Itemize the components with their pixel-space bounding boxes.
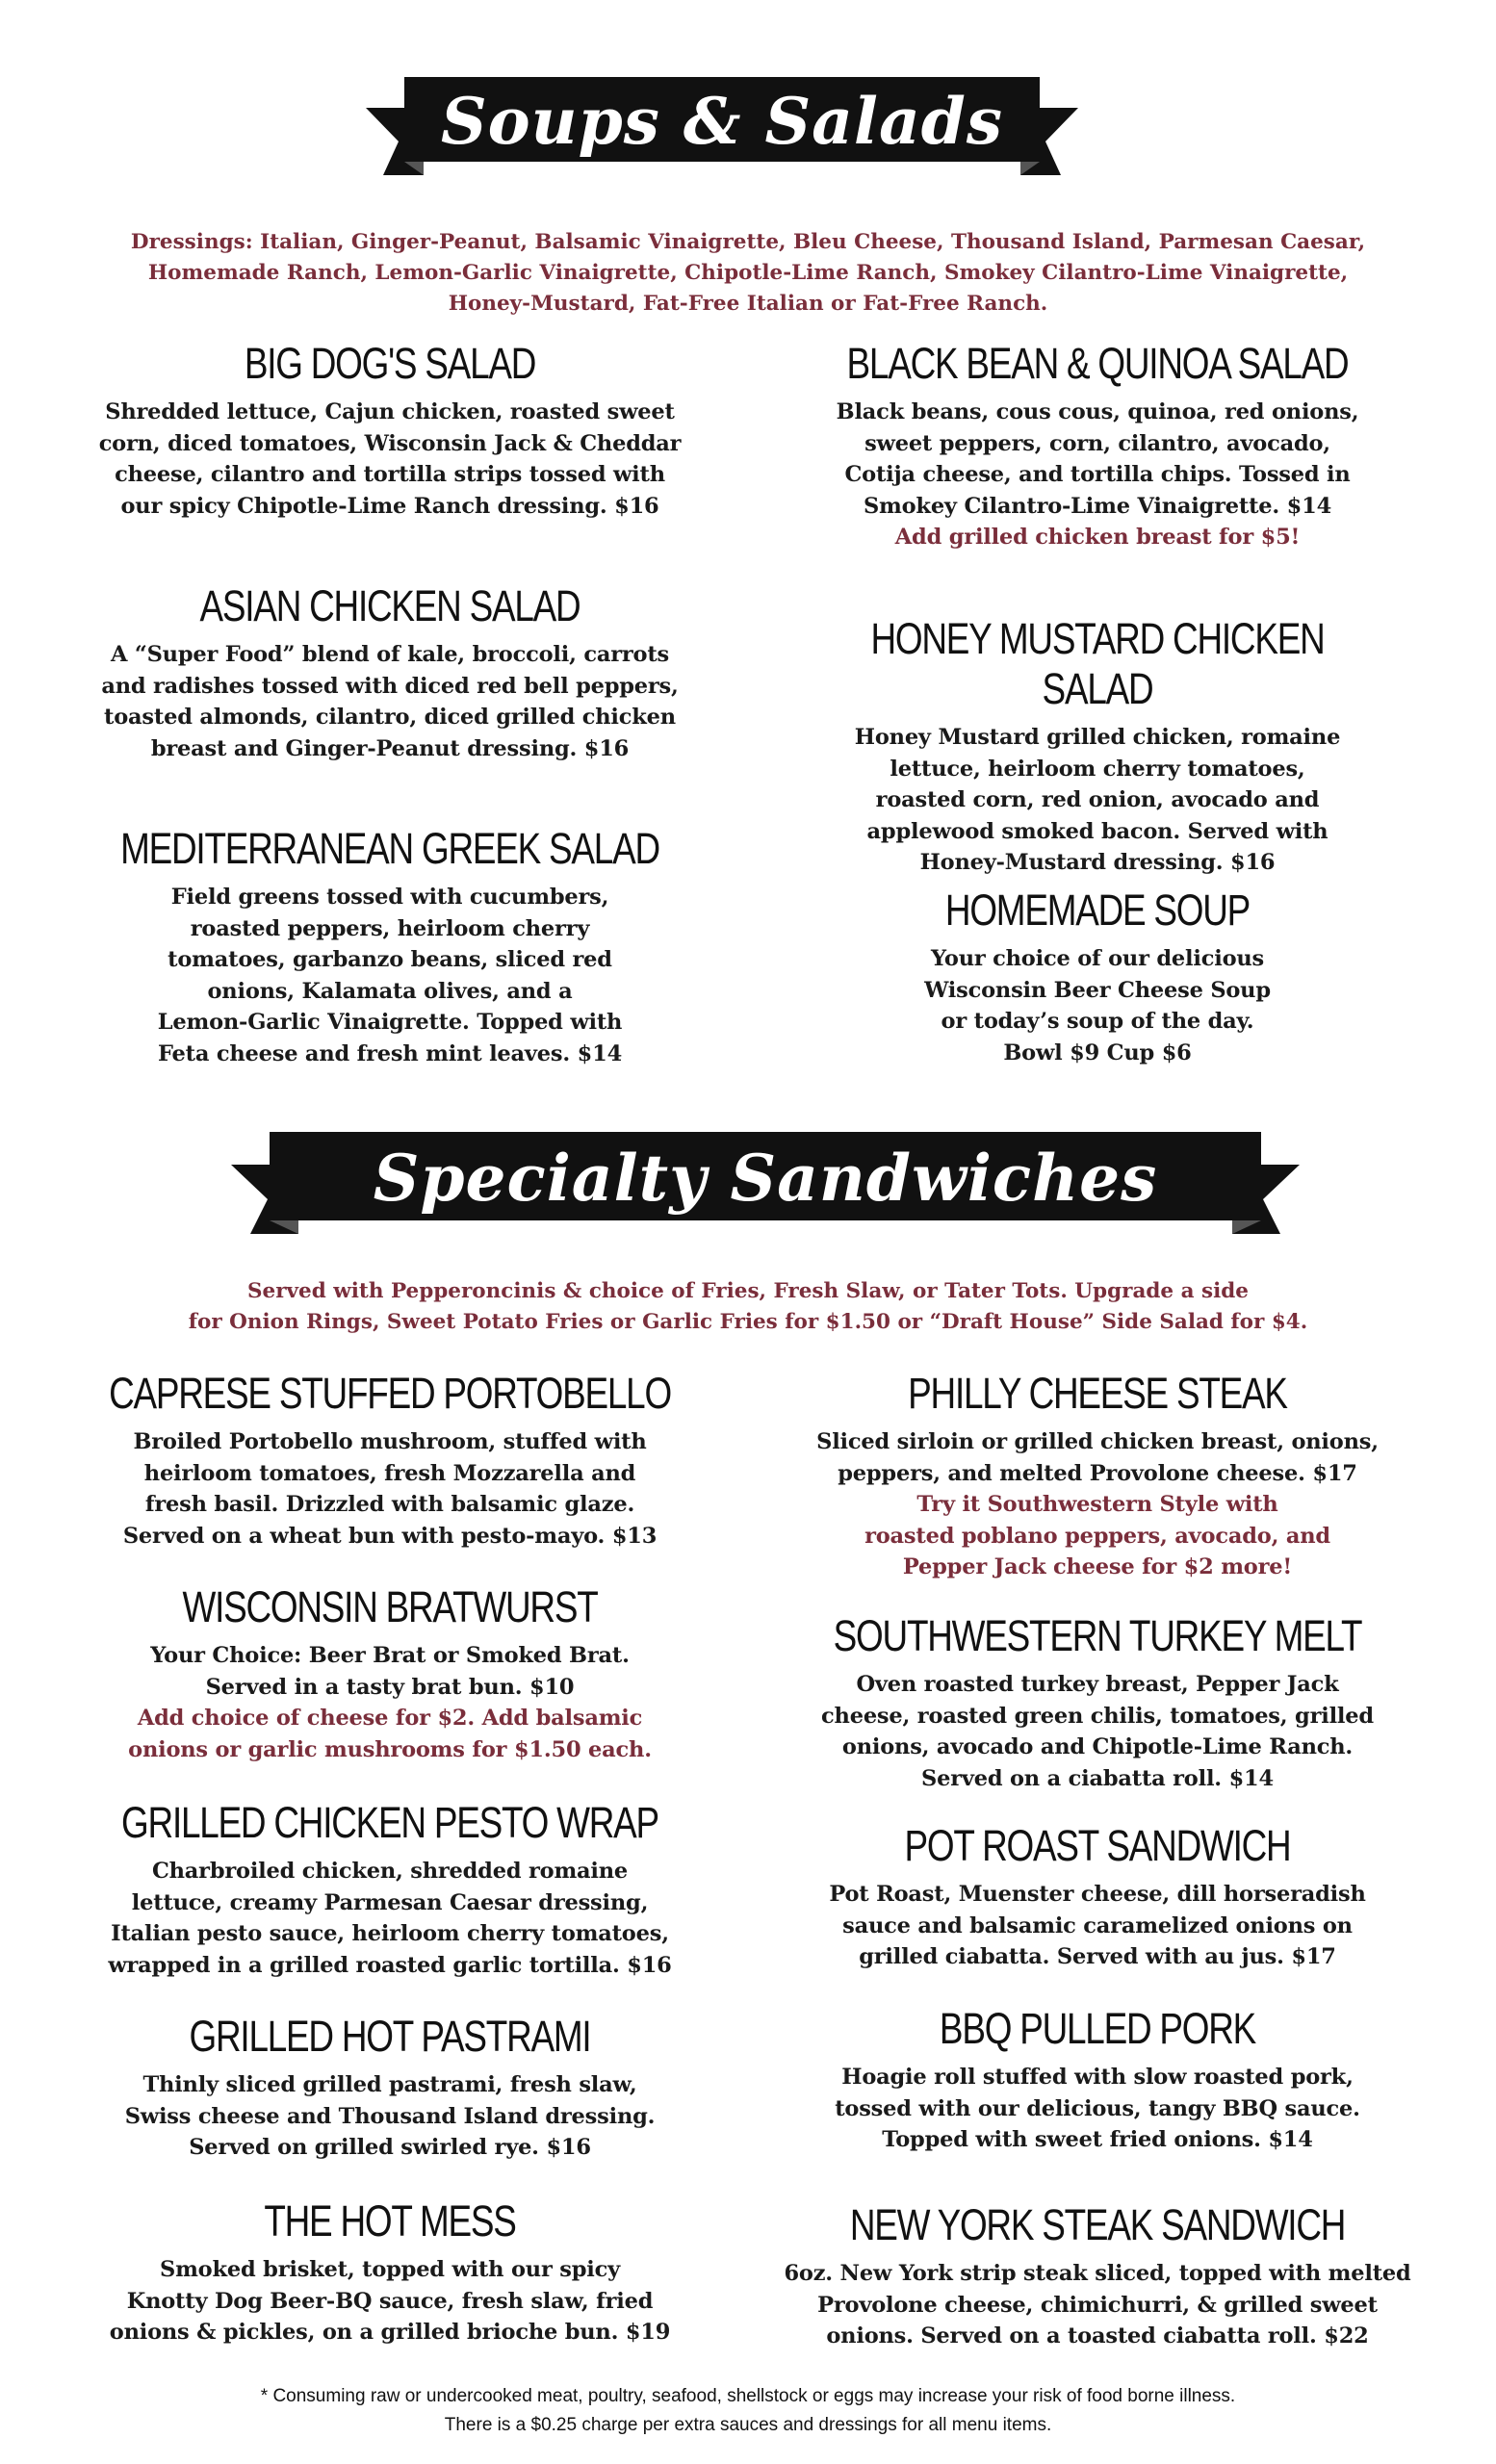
desc-line: onions & pickles, on a grilled brioche bun. $19: [109, 2320, 671, 2345]
desc-line: toasted almonds, cilantro, diced grilled chicken: [104, 705, 676, 730]
desc-line: Your Choice: Beer Brat or Smoked Brat.: [150, 1643, 630, 1668]
desc-line: Italian pesto sauce, heirloom cherry tomatoes,: [111, 1921, 669, 1946]
item-description: [751, 397, 1444, 553]
item-name: MEDITERRANEAN GREEK SALAD: [120, 824, 659, 873]
soups-salads-banner: [366, 69, 1078, 185]
sides-line: for Onion Rings, Sweet Potato Fries or Garlic Fries for $1.50 or “Draft House” Side Salad for $4.: [188, 1310, 1308, 1334]
desc-line: roasted corn, red onion, avocado and: [875, 787, 1320, 812]
menu-item: [751, 1369, 1444, 1583]
sides-line: Served with Pepperoncinis & choice of Fries, Fresh Slaw, or Tater Tots. Upgrade a side: [247, 1279, 1249, 1303]
menu-item: [751, 1611, 1444, 1794]
desc-line: Black beans, cous cous, quinoa, red onions,: [836, 399, 1359, 424]
item-description: [43, 2254, 736, 2348]
addon-line: Add grilled chicken breast for $5!: [894, 525, 1301, 550]
menu-item: [43, 1369, 736, 1552]
addon-line: Try it Southwestern Style with: [916, 1492, 1278, 1517]
item-description: [751, 2258, 1444, 2352]
item-name: GRILLED HOT PASTRAMI: [189, 2012, 591, 2061]
menu-item: [43, 1582, 736, 1765]
item-name: CAPRESE STUFFED PORTOBELLO: [109, 1369, 671, 1418]
item-name: GRILLED CHICKEN PESTO WRAP: [121, 1798, 658, 1847]
desc-line: Pot Roast, Muenster cheese, dill horseradish: [829, 1882, 1366, 1907]
desc-line: Hoagie roll stuffed with slow roasted pork,: [841, 2065, 1354, 2090]
desc-line: Thinly sliced grilled pastrami, fresh slaw,: [142, 2072, 637, 2097]
desc-line: sauce and balsamic caramelized onions on: [842, 1912, 1353, 1938]
desc-line: Honey-Mustard dressing. $16: [919, 850, 1276, 875]
desc-line: Wisconsin Beer Cheese Soup: [924, 977, 1271, 1003]
desc-line: Provolone cheese, chimichurri, & grilled sweet: [817, 2292, 1378, 2318]
desc-line: Served on grilled swirled rye. $16: [189, 2135, 591, 2160]
menu-item: [43, 581, 736, 764]
desc-line: heirloom tomatoes, fresh Mozzarella and: [143, 1460, 636, 1486]
item-description: [43, 639, 736, 764]
desc-line: grilled ciabatta. Served with au jus. $17: [859, 1944, 1336, 1969]
desc-line: our spicy Chipotle-Lime Ranch dressing. $16: [120, 493, 659, 519]
desc-line: A “Super Food” blend of kale, broccoli, carrots: [111, 642, 669, 667]
desc-line: tossed with our delicious, tangy BBQ sauce.: [835, 2095, 1360, 2121]
item-name: NEW YORK STEAK SANDWICH: [849, 2200, 1346, 2249]
desc-line: onions. Served on a toasted ciabatta roll. $22: [826, 2323, 1369, 2348]
menu-item: [751, 614, 1444, 879]
desc-line: Served on a wheat bun with pesto-mayo. $13: [122, 1523, 658, 1549]
item-name: BBQ PULLED PORK: [939, 2004, 1256, 2053]
desc-line: breast and Ginger-Peanut dressing. $16: [150, 735, 630, 761]
dressings-list: [0, 227, 1496, 320]
item-description: [751, 1879, 1444, 1973]
desc-line: Oven roasted turkey breast, Pepper Jack: [856, 1672, 1339, 1697]
addon-line: Add choice of cheese for $2. Add balsamic: [137, 1706, 643, 1731]
desc-line: Feta cheese and fresh mint leaves. $14: [157, 1040, 623, 1066]
item-name: PHILLY CHEESE STEAK: [908, 1369, 1287, 1418]
item-name: ASIAN CHICKEN SALAD: [199, 581, 580, 630]
desc-line: fresh basil. Drizzled with balsamic glaze.: [144, 1492, 635, 1517]
menu-item: [43, 1798, 736, 1981]
desc-line: applewood smoked bacon. Served with: [866, 818, 1328, 844]
desc-line: Served in a tasty brat bun. $10: [205, 1674, 575, 1700]
sides-info: [0, 1276, 1496, 1338]
menu-item: [43, 2012, 736, 2164]
menu-item: [751, 2200, 1444, 2352]
desc-line: sweet peppers, corn, cilantro, avocado,: [864, 430, 1330, 456]
desc-line: onions, avocado and Chipotle-Lime Ranch.: [841, 1734, 1354, 1759]
menu-item: [751, 339, 1444, 553]
desc-line: lettuce, heirloom cherry tomatoes,: [890, 756, 1305, 782]
menu-item: [751, 886, 1444, 1068]
desc-line: Sliced sirloin or grilled chicken breast, onions,: [816, 1429, 1379, 1454]
item-description: [751, 943, 1444, 1068]
item-description: [43, 397, 736, 522]
item-name: THE HOT MESS: [264, 2196, 516, 2246]
desc-line: lettuce, creamy Parmesan Caesar dressing,: [131, 1889, 649, 1915]
item-name: BLACK BEAN & QUINOA SALAD: [846, 339, 1349, 388]
item-description: [751, 2062, 1444, 2156]
item-description: [751, 1426, 1444, 1583]
desc-line: cheese, cilantro and tortilla strips tossed with: [115, 462, 665, 487]
desc-line: Honey Mustard grilled chicken, romaine: [854, 725, 1341, 750]
item-name: HOMEMADE SOUP: [944, 886, 1251, 935]
desc-line: Smoked brisket, topped with our spicy: [160, 2257, 620, 2282]
desc-line: Charbroiled chicken, shredded romaine: [151, 1859, 629, 1884]
desc-line: Swiss cheese and Thousand Island dressing.: [124, 2103, 656, 2129]
desc-line: 6oz. New York strip steak sliced, topped with melted: [784, 2261, 1411, 2286]
item-name: SOUTHWESTERN TURKEY MELT: [833, 1611, 1362, 1660]
menu-item: [43, 339, 736, 522]
desc-line: Lemon-Garlic Vinaigrette. Topped with: [157, 1010, 623, 1035]
desc-line: wrapped in a grilled roasted garlic tortilla. $16: [108, 1952, 672, 1978]
menu-item: [751, 2004, 1444, 2156]
item-description: [43, 2069, 736, 2164]
desc-line: cheese, roasted green chilis, tomatoes, grilled: [821, 1703, 1374, 1729]
item-description: [43, 882, 736, 1069]
addon-line: onions or garlic mushrooms for $1.50 each.: [128, 1736, 652, 1762]
item-name: POT ROAST SANDWICH: [904, 1821, 1291, 1870]
desc-line: Broiled Portobello mushroom, stuffed with: [133, 1429, 647, 1454]
menu-item: [43, 824, 736, 1069]
addon-line: Pepper Jack cheese for $2 more!: [902, 1554, 1293, 1579]
item-name: WISCONSIN BRATWURST: [182, 1582, 598, 1631]
desc-line: Bowl $9 Cup $6: [1003, 1040, 1192, 1065]
section-heading: Specialty Sandwiches: [373, 1141, 1158, 1216]
item-name: BIG DOG'S SALAD: [244, 339, 536, 388]
desc-line: Shredded lettuce, Cajun chicken, roasted sweet: [105, 399, 675, 424]
desc-line: Served on a ciabatta roll. $14: [921, 1765, 1274, 1791]
desc-line: Smokey Cilantro-Lime Vinaigrette. $14: [863, 493, 1332, 519]
desc-line: and radishes tossed with diced red bell peppers,: [101, 673, 679, 699]
desc-line: onions, Kalamata olives, and a: [207, 978, 573, 1004]
food-safety-disclaimer: * Consuming raw or undercooked meat, poultry, seafood, shellstock or eggs may increase your risk of food borne illness.: [260, 2386, 1236, 2406]
item-description: [751, 1669, 1444, 1794]
item-description: [43, 1856, 736, 1981]
desc-line: Your choice of our delicious: [930, 946, 1265, 971]
dressings-line: Dressings: Italian, Ginger-Peanut, Balsamic Vinaigrette, Bleu Cheese, Thousand Island, Parmesan Caesar,: [130, 230, 1366, 254]
desc-line: roasted peppers, heirloom cherry: [190, 915, 590, 941]
desc-line: Knotty Dog Beer-BQ sauce, fresh slaw, fried: [126, 2288, 654, 2314]
menu-item: [43, 2196, 736, 2348]
section-heading: Soups & Salads: [440, 84, 1004, 159]
addon-line: roasted poblano peppers, avocado, and: [864, 1523, 1330, 1549]
desc-line: Field greens tossed with cucumbers,: [170, 885, 609, 910]
extra-sauce-notice: There is a $0.25 charge per extra sauces and dressings for all menu items.: [444, 2415, 1052, 2435]
desc-line: Cotija cheese, and tortilla chips. Tossed in: [844, 462, 1351, 487]
desc-line: Topped with sweet fried onions. $14: [882, 2127, 1313, 2152]
desc-line: corn, diced tomatoes, Wisconsin Jack & Cheddar: [98, 430, 682, 456]
desc-line: or today’s soup of the day.: [941, 1009, 1254, 1034]
item-description: [751, 722, 1444, 879]
menu-item: [751, 1821, 1444, 1973]
dressings-line: Honey-Mustard, Fat-Free Italian or Fat-Free Ranch.: [448, 292, 1048, 316]
dressings-line: Homemade Ranch, Lemon-Garlic Vinaigrette, Chipotle-Lime Ranch, Smokey Cilantro-Lime Vinaigrette,: [147, 261, 1349, 285]
item-name: HONEY MUSTARD CHICKEN SALAD: [870, 614, 1325, 713]
item-description: [43, 1426, 736, 1552]
item-description: [43, 1640, 736, 1765]
sandwiches-banner: [231, 1126, 1300, 1242]
desc-line: tomatoes, garbanzo beans, sliced red: [168, 947, 612, 972]
desc-line: peppers, and melted Provolone cheese. $17: [838, 1460, 1357, 1486]
